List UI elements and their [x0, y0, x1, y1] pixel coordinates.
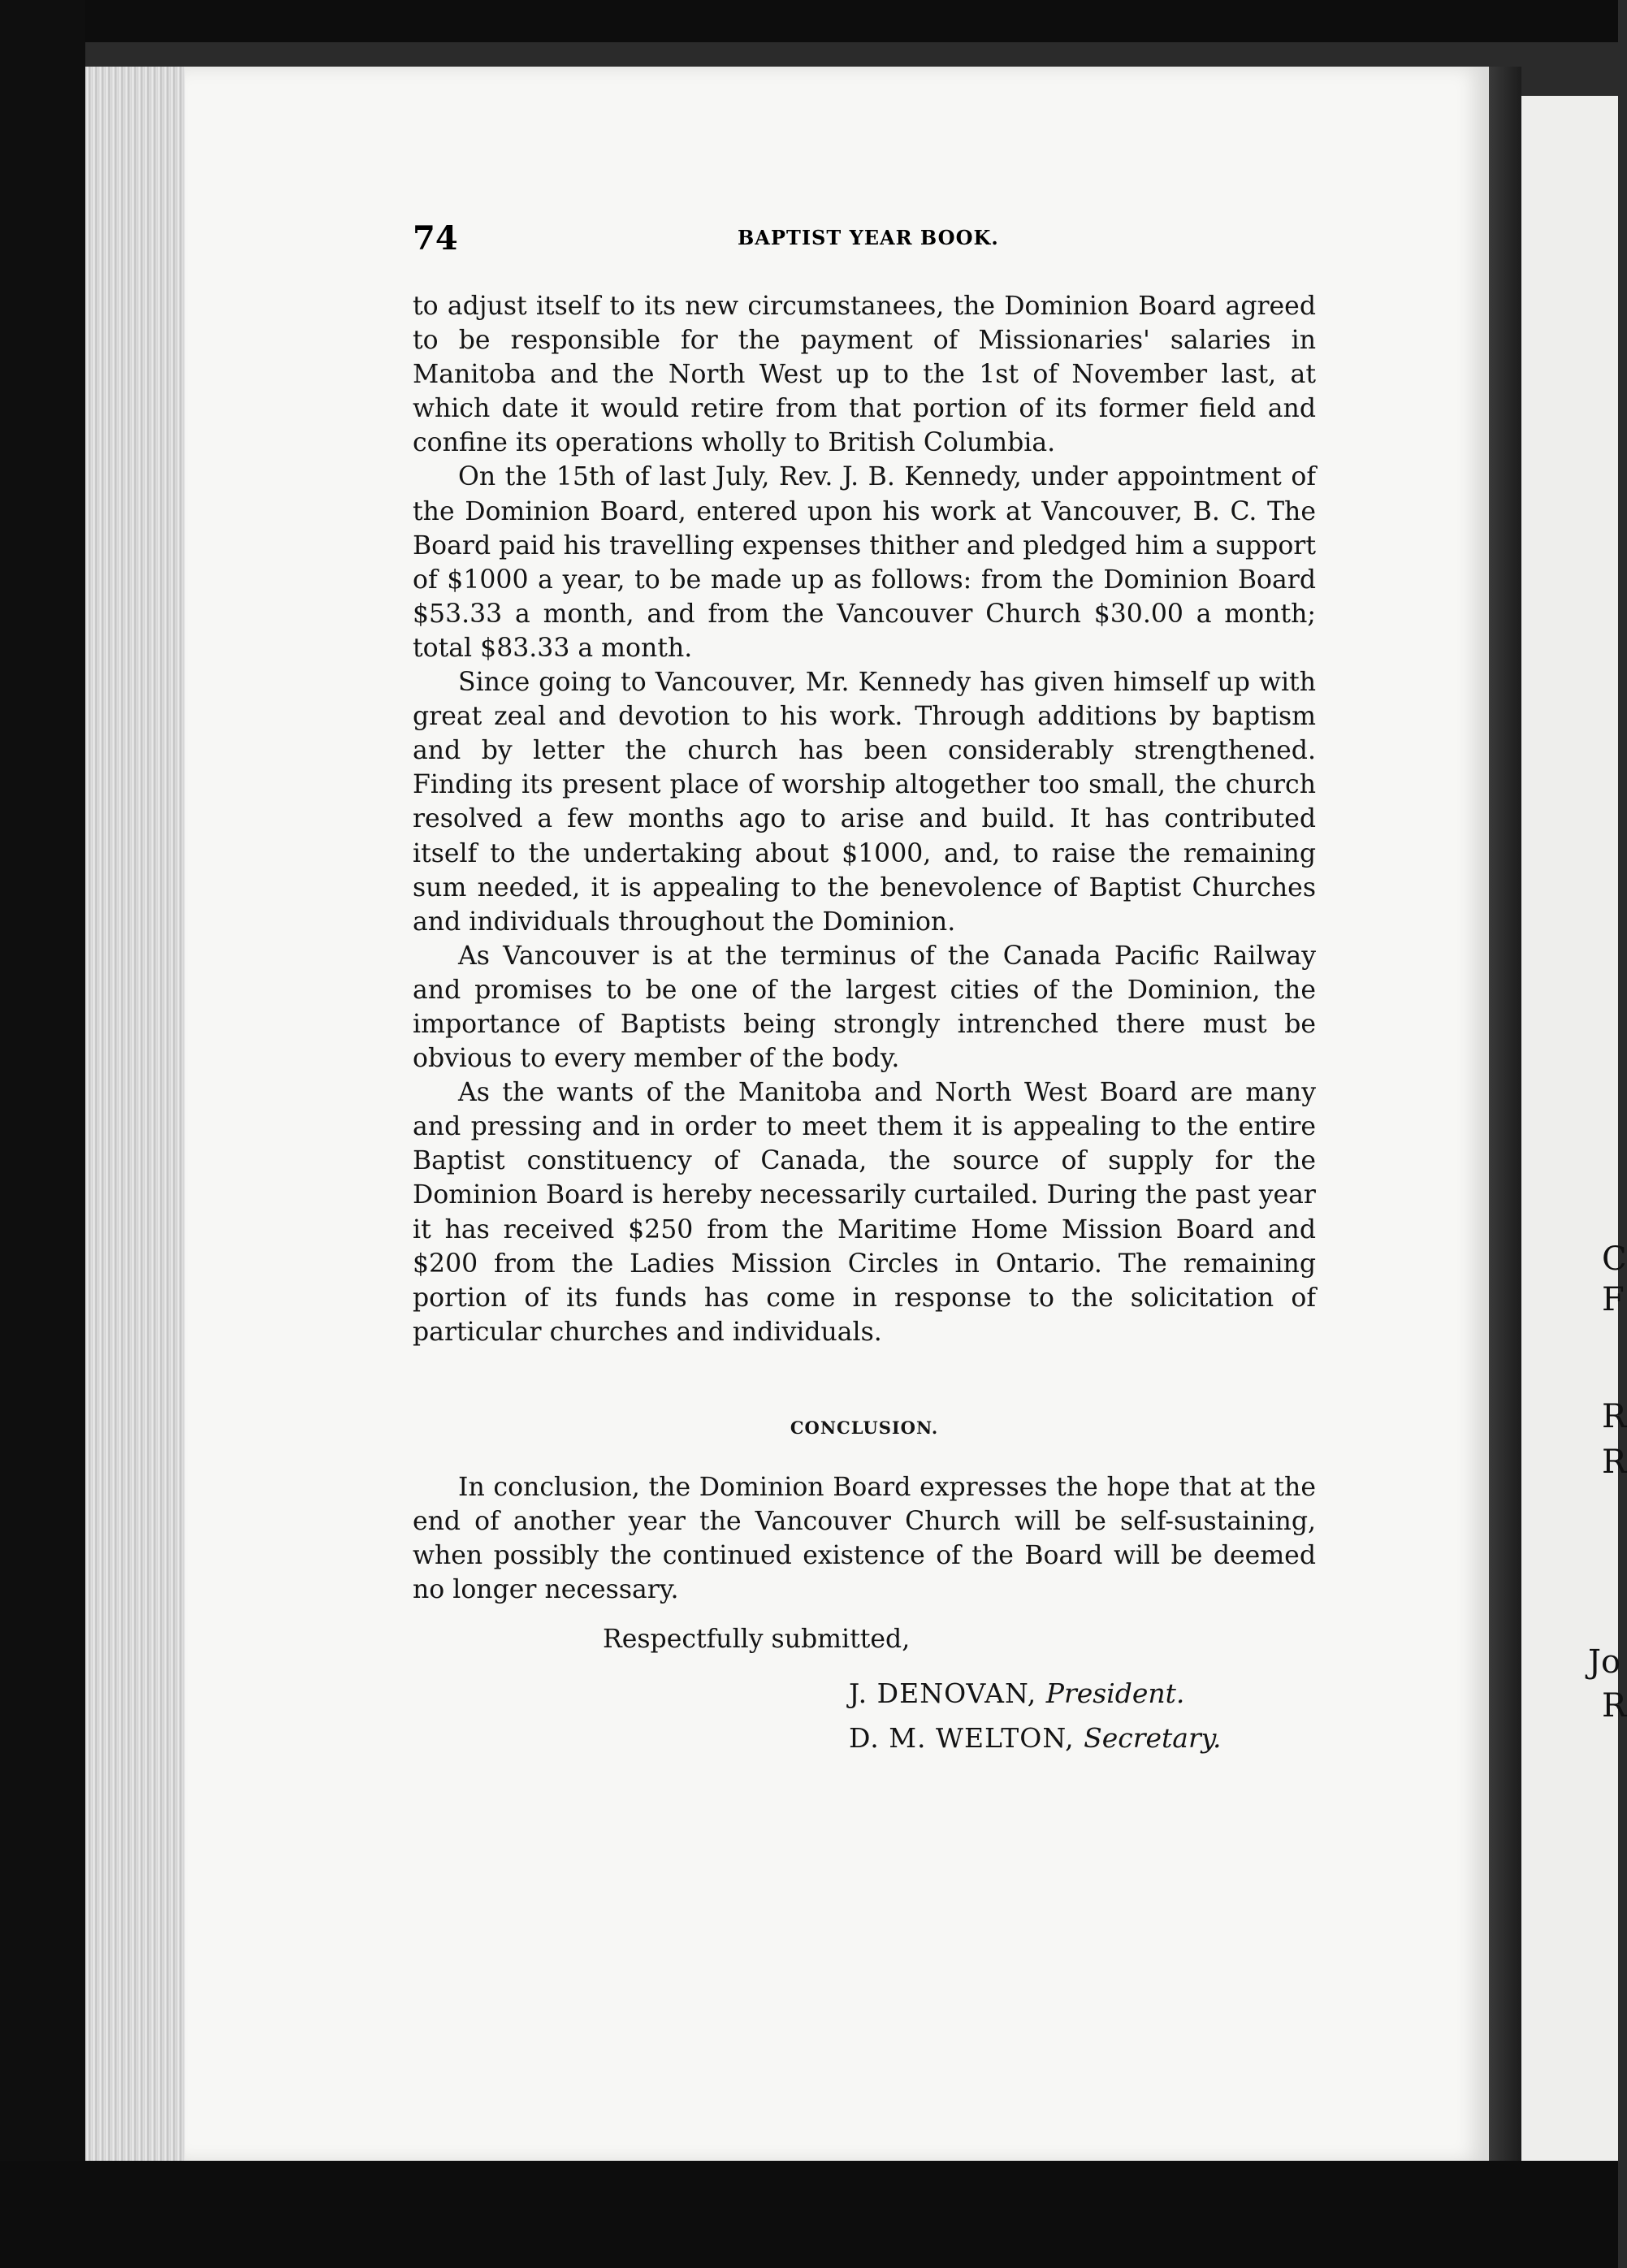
signature-president [849, 1677, 1184, 1709]
scan-border-bottom [0, 2161, 1618, 2268]
body-text [413, 289, 1316, 1349]
running-head: BAPTIST YEAR BOOK. [738, 226, 999, 249]
signer-name: J. DENOVAN, [849, 1677, 1037, 1709]
page-number: 74 [413, 219, 458, 258]
facing-page-fragment: F [1602, 1281, 1625, 1318]
facing-page-fragment: R [1602, 1443, 1627, 1481]
page-header [413, 219, 1316, 260]
paragraph: to adjust itself to its new circumstanees, the Dominion Board agreed to be responsible for the payment of Missionaries' salaries in Manitoba and the North West up to the 1st of November last, at which date it would retire from that portion of its former field and confine its operations wholly to British Columbia. [413, 292, 1316, 458]
signature-secretary [849, 1722, 1221, 1754]
conclusion-paragraph: In conclusion, the Dominion Board expresses the hope that at the end of another year the Vancouver Church will be self-sustaining, when possibly the continued existence of the Board will be deemed no longer necessary. [413, 1473, 1316, 1605]
facing-page-fragment: R [1602, 1398, 1627, 1435]
paragraph: Since going to Vancouver, Mr. Kennedy has given himself up with great zeal and devotion to his work. Through additions by baptism and by letter the church has been considerably strengthened. Finding its present place of worship altogether too small, the church resolved a few months ago to arise and build. It has contributed itself to the undertaking about $1000, and, to raise the remaining sum needed, it is appealing to the benevolence of Baptist Churches and individuals throughout the Dominion. [413, 668, 1316, 937]
scan-border-left [0, 0, 85, 2268]
signer-role: President. [1045, 1677, 1185, 1709]
paragraph: On the 15th of last July, Rev. J. B. Kennedy, under appointment of the Dominion Board, entered upon his work at Vancouver, B. C. The Board paid his travelling expenses thither and pledged him a support of $1000 a year, to be made up as follows: from the Dominion Board $53.33 a month, and from the Vancouver Church $30.00 a month; total $83.33 a month. [413, 462, 1316, 663]
scan-border-top [0, 0, 1618, 42]
section-heading: CONCLUSION. [790, 1418, 939, 1438]
paragraph: As the wants of the Manitoba and North West Board are many and pressing and in order to meet them it is appealing to the entire Baptist constituency of Canada, the source of supply for the Dominion Board is hereby necessarily curtailed. During the past year it has received $250 from the Maritime Home Mission Board and $200 from the Ladies Mission Circles in Ontario. The remaining portion of its funds has come in response to the solicitation of particular churches and individuals. [413, 1078, 1316, 1347]
closing-line: Respectfully submitted, [603, 1625, 911, 1654]
facing-page-fragment: C [1602, 1240, 1627, 1278]
signer-name: D. M. WELTON, [849, 1722, 1075, 1754]
facing-page-fragment: R [1602, 1687, 1627, 1725]
paragraph: As Vancouver is at the terminus of the Canada Pacific Railway and promises to be one of the largest cities of the Dominion, the importance of Baptists being strongly intrenched there must be obvious to every member of the body. [413, 941, 1316, 1074]
book-gutter [1489, 67, 1521, 2162]
signer-role: Secretary. [1084, 1722, 1222, 1754]
facing-page-fragment: Jo [1588, 1643, 1621, 1681]
facing-page [1521, 96, 1618, 2161]
book-page-edges [85, 67, 187, 2162]
